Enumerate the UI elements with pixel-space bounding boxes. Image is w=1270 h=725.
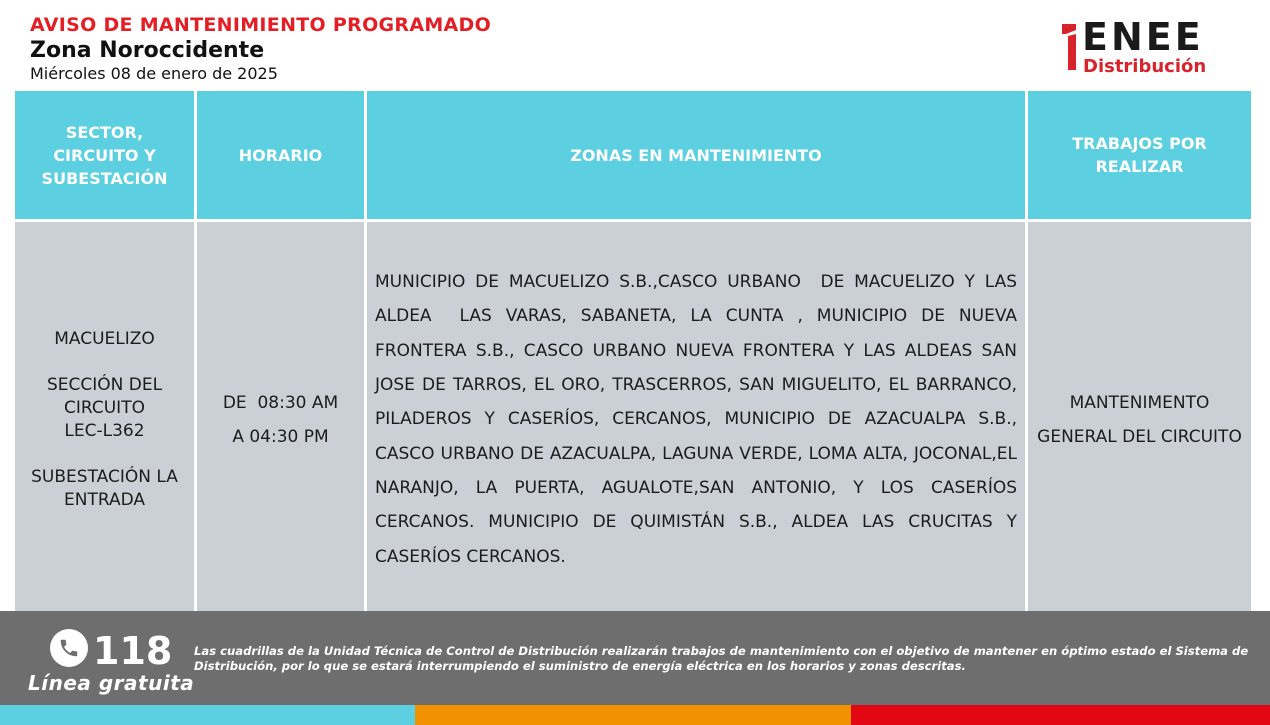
sector-name: MACUELIZO [54, 328, 155, 349]
footer-band [0, 611, 1270, 705]
enee-logo [1058, 15, 1240, 80]
trabajos-cell: MANTENIMENTO GENERAL DEL CIRCUITO [1027, 221, 1253, 619]
color-bar-red [851, 705, 1270, 725]
zone-title: Zona Noroccidente [30, 38, 265, 63]
hotline-caption: Línea gratuita [28, 671, 195, 695]
circuit-code: LEC-L362 [64, 420, 145, 441]
table-header-row [14, 90, 1253, 221]
logo-stripe-icon [1062, 24, 1076, 70]
substation-name: SUBESTACIÓN LA ENTRADA [31, 466, 178, 510]
circuit-section: SECCIÓN DEL CIRCUITO [46, 374, 163, 418]
sector-cell [14, 221, 196, 619]
color-bar-orange [415, 705, 851, 725]
horario-cell [196, 221, 366, 619]
logo-word: ENEE [1082, 15, 1204, 59]
horario-start: DE 08:30 AM [222, 392, 339, 413]
notice-date: Miércoles 08 de enero de 2025 [30, 64, 278, 83]
notice-title: AVISO DE MANTENIMIENTO PROGRAMADO [30, 14, 492, 36]
header-zonas: ZONAS EN MANTENIMIENTO [366, 90, 1027, 221]
hotline-block [28, 619, 195, 699]
table-row [14, 221, 1253, 619]
zonas-cell: MUNICIPIO DE MACUELIZO S.B.,CASCO URBANO DE MACUELIZO Y LAS ALDEA LAS VARAS, SABANETA, LA CUNTA , MUNICIPIO DE NUEVA FRONTERA S.B., CASCO URBANO NUEVA FRONTERA Y LAS ALDEAS SAN JOSE DE TARROS, EL ORO, TRASCERROS, SAN MIGUELITO, EL BARRANCO, PILADEROS Y CASERÍOS, CERCANOS, MUNICIPIO DE AZACUALPA S.B., CASCO URBANO DE AZACUALPA, LAGUNA VERDE, LOMA ALTA, JOCONAL,EL NARANJO, LA PUERTA, AGUALOTE,SAN ANTONIO, Y LOS CASERÍOS CERCANOS. MUNICIPIO DE QUIMISTÁN S.B., ALDEA LAS CRUCITAS Y CASERÍOS CERCANOS. [366, 221, 1027, 619]
header-horario: HORARIO [196, 90, 366, 221]
hotline-number: 118 [93, 629, 173, 673]
footer-message: Las cuadrillas de la Unidad Técnica de Control de Distribución realizarán trabajos de mantenimiento con el objetivo de mantener en óptimo estado el Sistema de Distribución, por lo que se estará interrumpiendo el suministro de energía eléctrica en los horarios y zonas descritas. [194, 644, 1249, 673]
color-bar-cyan [0, 705, 415, 725]
phone-icon [50, 629, 88, 667]
header-trabajos: TRABAJOS POR REALIZAR [1027, 90, 1253, 221]
header [30, 12, 730, 84]
maintenance-table [12, 88, 1254, 620]
logo-subtitle: Distribución [1083, 56, 1207, 77]
header-sector: SECTOR, CIRCUITO Y SUBESTACIÓN [14, 90, 196, 221]
horario-end: A 04:30 PM [232, 426, 329, 447]
